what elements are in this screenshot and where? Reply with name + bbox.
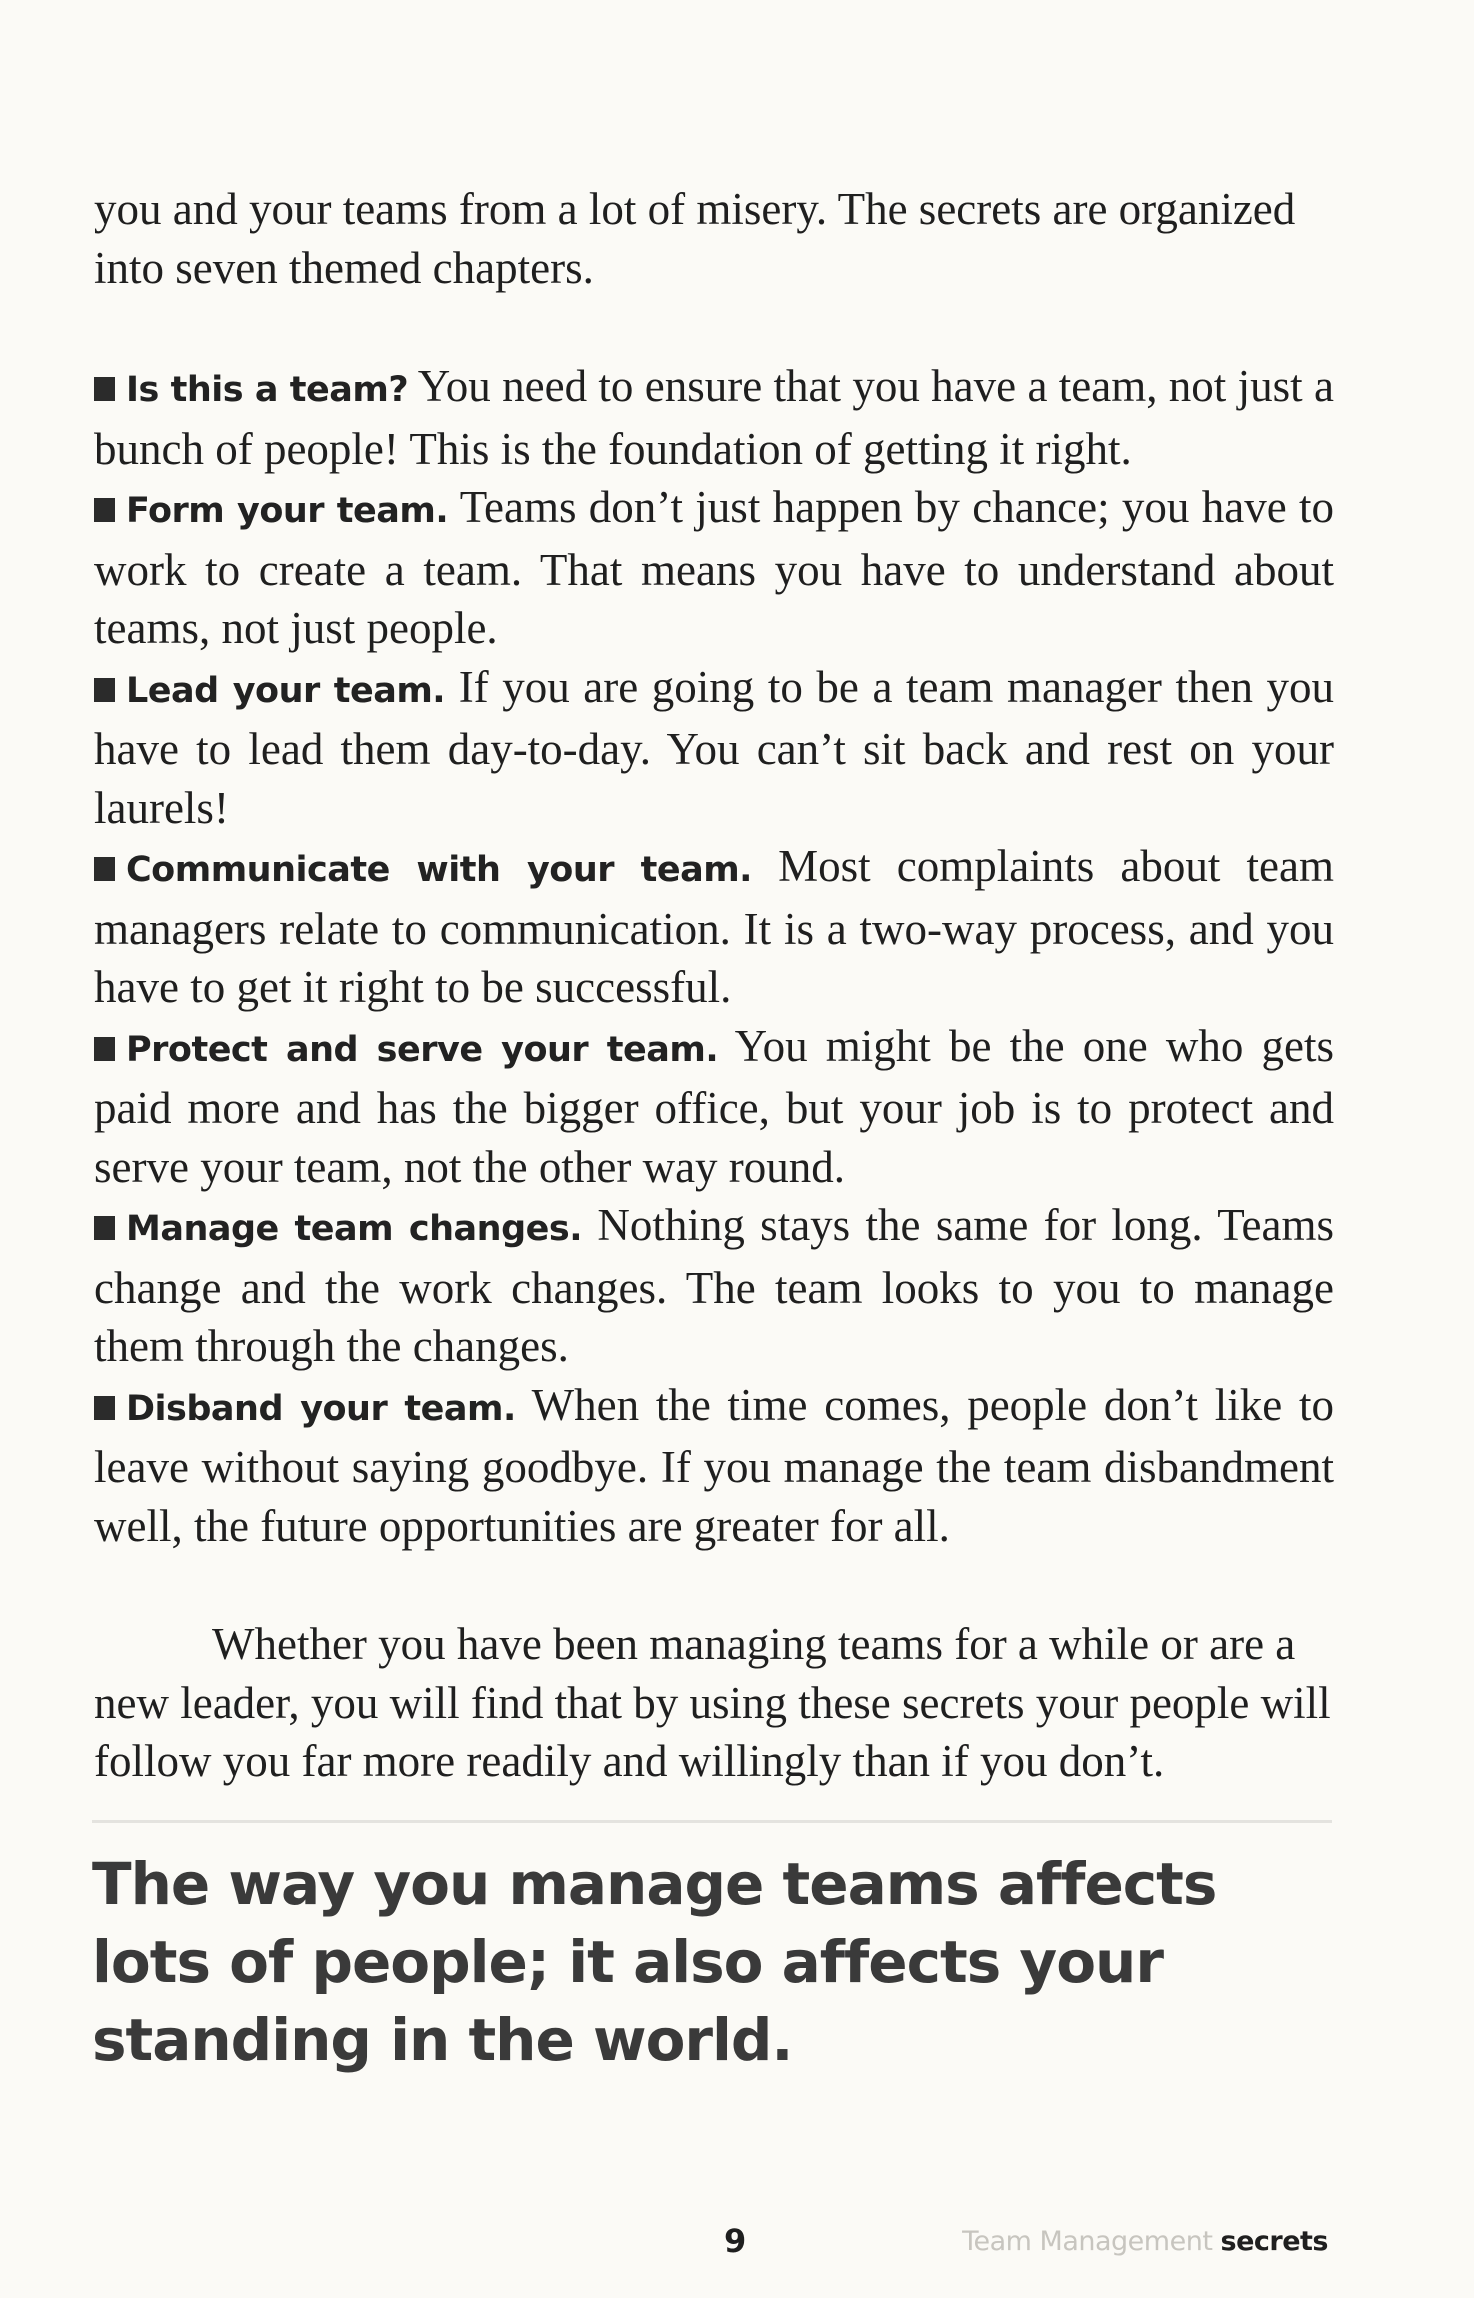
chapter-title: Manage team changes.: [126, 1209, 582, 1249]
chapter-item: [94, 478, 1334, 658]
square-bullet-icon: [94, 1037, 115, 1061]
chapter-item: [94, 1376, 1334, 1556]
chapter-item: [94, 837, 1334, 1017]
chapter-description: If you are going to be a team manager then you have to lead them day-to-day. You can’t sit back and rest on your laurels!: [94, 661, 1335, 833]
chapter-title: Communicate with your team.: [126, 850, 752, 890]
chapter-description: Teams don’t just happen by chance; you have to work to create a team. That means you have to understand about teams, not just people.: [94, 482, 1335, 653]
chapter-description: When the time comes, people don’t like to leave without saying goodbye. If you manage the team disbandment well, the future opportunities are greater for all.: [94, 1379, 1334, 1551]
chapter-list: [94, 357, 1334, 1555]
chapter-item: [94, 1196, 1334, 1376]
chapter-item: [94, 1017, 1334, 1197]
pull-quote-divider: [92, 1820, 1332, 1823]
page-number: 9: [724, 2222, 747, 2260]
square-bullet-icon: [94, 377, 115, 401]
chapter-title: Lead your team.: [126, 670, 446, 711]
chapter-description: Most complaints about team managers relate to communication. It is a two-way process, and you have to get it right to be successful.: [94, 841, 1335, 1012]
chapter-description: You might be the one who gets paid more and has the bigger office, but your job is to protect and serve your team, not the other way round.: [94, 1020, 1334, 1192]
intro-paragraph: you and your teams from a lot of misery. The secrets are organized into seven themed chapters.: [94, 184, 1296, 293]
series-title-dark: secrets: [1220, 2226, 1328, 2257]
closing-paragraph: Whether you have been managing teams for a while or are a new leader, you will find that by using these secrets your people will follow you far more readily and willingly than if you don’t.: [94, 1619, 1331, 1786]
chapter-title: Form your team.: [126, 491, 449, 531]
chapter-description: You need to ensure that you have a team, not just a bunch of people! This is the foundation of getting it right.: [94, 361, 1334, 474]
chapter-title: Is this a team?: [126, 370, 409, 410]
chapter-title: Disband your team.: [126, 1388, 516, 1429]
series-title-light: Team Management: [962, 2226, 1213, 2257]
chapter-description: Nothing stays the same for long. Teams change and the work changes. The team looks to you to manage them through the changes.: [94, 1200, 1335, 1371]
square-bullet-icon: [94, 857, 115, 881]
square-bullet-icon: [94, 678, 115, 702]
square-bullet-icon: [94, 498, 115, 522]
page-footer: [0, 2222, 1474, 2272]
square-bullet-icon: [94, 1396, 115, 1420]
body-text: [94, 180, 1334, 1791]
chapter-item: [94, 658, 1334, 838]
square-bullet-icon: [94, 1216, 115, 1240]
pull-quote: The way you manage teams affects lots of people; it also affects your standing in the world.: [92, 1850, 1217, 2074]
series-title: [962, 2226, 1328, 2257]
chapter-title: Protect and serve your team.: [126, 1029, 719, 1070]
chapter-item: [94, 357, 1334, 478]
